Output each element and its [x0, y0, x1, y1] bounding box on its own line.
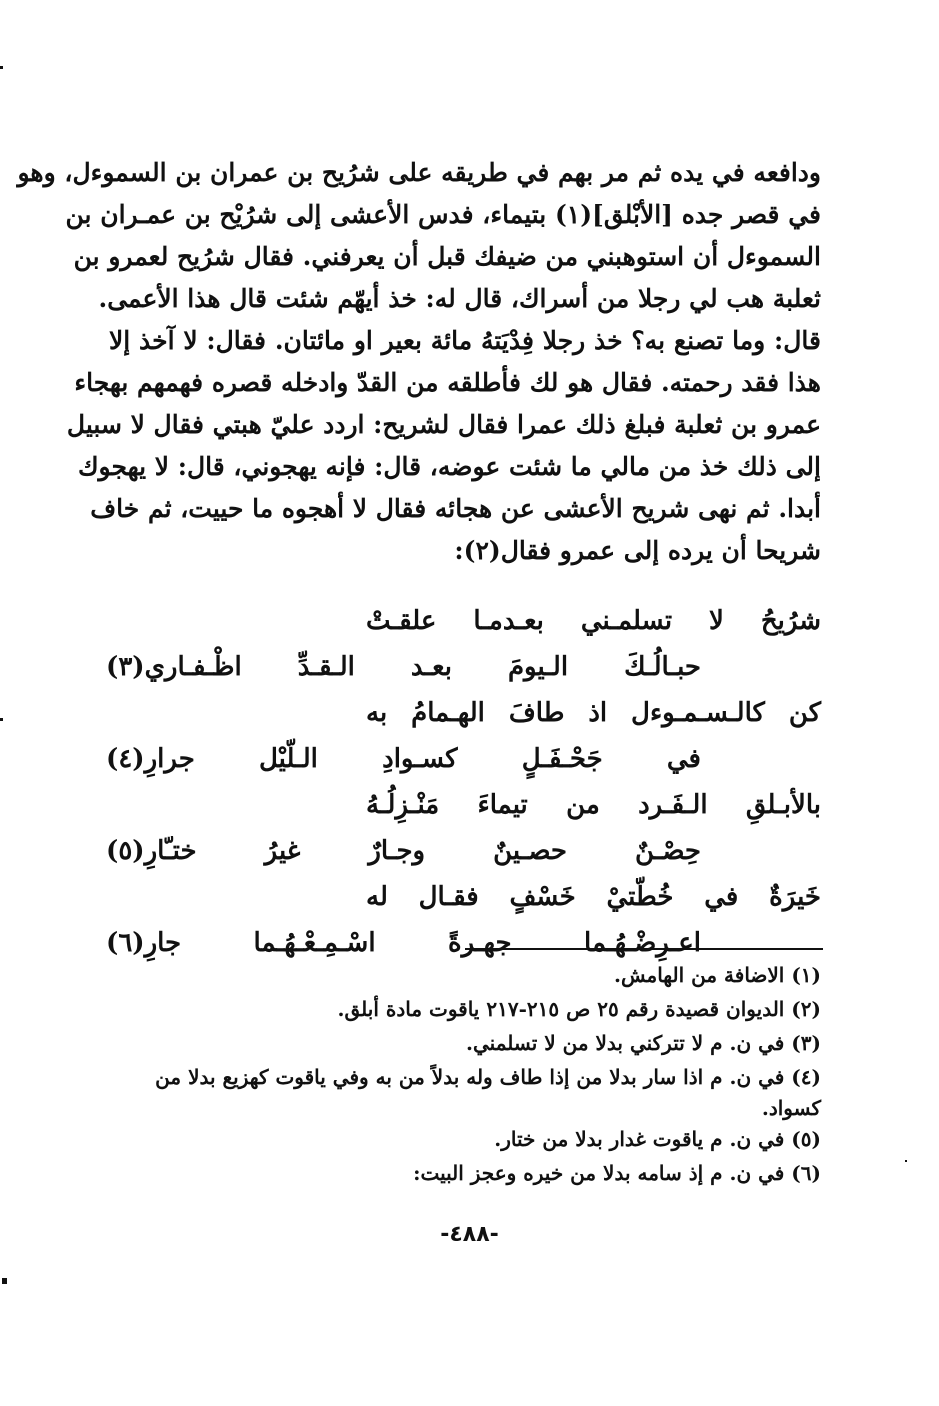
prose-line: السموءل أن استوهبني من ضيفك قبل أن يعرفني. فقال شرُيح لعمرو بن [73, 242, 821, 271]
verse-first-hemistich: خَيرَةٌ في خُطّتيْ خَسْفٍ فقـال له [366, 882, 821, 912]
prose-line: عمرو بن ثعلبة فبلغ ذلك عمرا فقال لشريح: اردد عليّ هبتي فقال لا سبيل [66, 410, 821, 439]
verse-second-hemistich: في جَحْـفَـلٍ كسـوادِ الـلّيْل جرارِ(٤) [106, 744, 701, 774]
verse-second-hemistich: حبـالُـكَ الـيومَ بعـد الـقـدِّ اظْـفـاري(٣) [106, 652, 701, 682]
footnote: (١) الاضافة من الهامش. [614, 963, 821, 987]
verse-first-hemistich: كن كالـسـمـوءل اذ طافَ الهـمامُ به [366, 698, 821, 728]
scan-speck [0, 66, 3, 69]
footnotes [109, 960, 821, 1192]
prose-line: إلى ذلك خذ من مالي ما شئت عوضه، قال: فإنه يهجوني، قال: لا يهجوك [77, 452, 821, 481]
footnote-separator [465, 948, 823, 950]
verse-first-hemistich: شرُيحُ لا تسلمـني بعـدمـا علقـتْ [366, 606, 821, 636]
prose-line: أبدا. ثم نهى شريح الأعشى عن هجائه فقال لا أهجوه ما حييت، ثم خاف [90, 494, 821, 523]
verse-second-hemistich: حِصْـنٌ حصـينٌ وجـارٌ غيرُ ختـّارِ(٥) [106, 836, 701, 866]
footnote: (٥) في ن. م ياقوت غدار بدلا من ختار. [494, 1127, 821, 1151]
prose-line: في قصر جده [الأبْلق](١) بتيماء، فدس الأعشى إلى شرُيْح بن عمـران بن [65, 200, 821, 229]
scan-speck [905, 1160, 907, 1162]
scan-speck [2, 1278, 7, 1284]
footnote: (٣) في ن. م لا تتركني بدلا من لا تسلمني. [466, 1031, 821, 1055]
prose-line: هذا فقد رحمته. فقال هو لك فأطلقه من القدّ وادخله قصره فهمهم بهجاء [74, 368, 821, 397]
footnote: (٤) في ن. م اذا سار بدلا من إذا طاف وله بدلاً من به وفي ياقوت كهزيع بدلا من كسواد. [155, 1065, 821, 1120]
prose-line: ودافعه في يده ثم مر بهم في طريقه على شرُيح بن عمران بن السموءل، وهو [17, 158, 821, 187]
page-number: -٤٨٨- [440, 1222, 499, 1247]
prose-line: ثعلبة هب لي رجلا من أسراك، قال له: خذ أيهّم شئت قال هذا الأعمى. [98, 284, 821, 313]
footnote: (٦) في ن. م إذ سامه بدلا من خيره وعجز البيت: [413, 1161, 821, 1185]
scan-speck [0, 718, 3, 721]
prose-paragraph [17, 152, 821, 572]
footnote: (٢) الديوان قصيدة رقم ٢٥ ص ٢١٥-٢١٧ ياقوت مادة أبلق. [337, 997, 821, 1021]
verse-first-hemistich: بالأبـلقِ الـفَـرد من تيماءَ مَنْـزِلُـهُ [366, 790, 821, 820]
poem [106, 598, 821, 966]
verse-second-hemistich: اعـرِضْـهُـما جهـرةً اسْـمِـعْـهُـما جارِ(٦) [106, 928, 701, 958]
prose-line: قال: وما تصنع به؟ خذ رجلا فِدْيَتهُ مائة بعير او مائتان. فقال: لا آخذ إلا [109, 326, 821, 355]
prose-line: شريحا أن يرده إلى عمرو فقال(٢): [454, 536, 821, 565]
